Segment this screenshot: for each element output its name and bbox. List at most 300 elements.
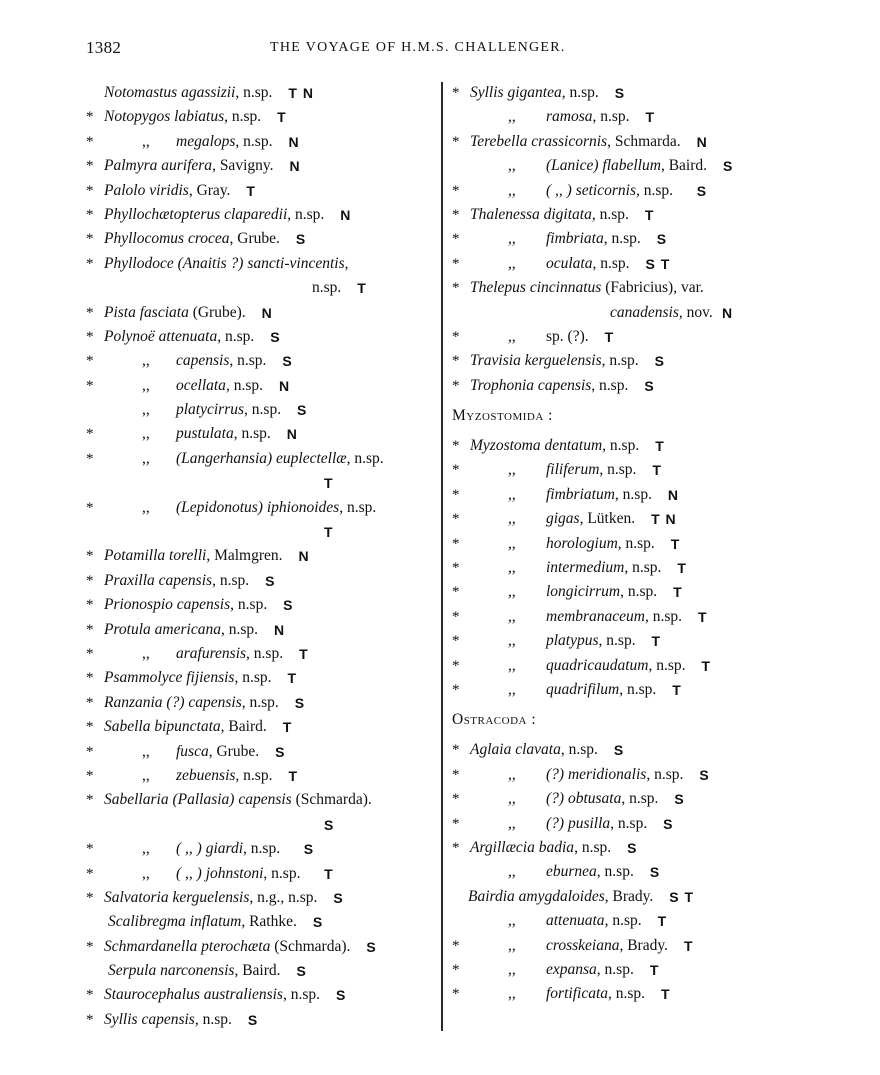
ditto-mark: ,, [508,583,516,601]
locality-code: S [295,231,307,248]
locality-code: N [288,133,300,150]
entry-line [86,471,436,495]
entry-line [86,203,436,227]
asterisk-mark: * [452,815,460,832]
locality-code: N [340,206,352,223]
entry-line [86,227,436,251]
ditto-mark: ,, [142,449,150,467]
entry-line [86,862,436,886]
locality-code: S [294,694,306,711]
locality-code: T [661,986,671,1003]
ditto-mark: ,, [508,254,516,272]
locality-code: T [604,328,615,345]
ditto-mark: ,, [142,376,150,394]
entry-line [86,520,436,544]
entry-line [86,740,436,764]
entry-line [452,909,792,933]
asterisk-mark: * [86,328,94,345]
asterisk-mark: * [86,182,94,199]
species-name: megalops, n.sp. [176,132,273,150]
asterisk-mark: * [452,133,460,150]
running-header [0,34,880,62]
locality-code: S [613,742,625,759]
asterisk-mark: * [86,572,94,589]
asterisk-mark: * [452,85,460,101]
asterisk-mark: * [452,742,460,759]
species-name: ( ,, ) giardi, n.sp. [176,840,281,858]
entry-line [86,642,436,666]
species-name: Trophonia capensis, n.sp. [470,376,629,394]
asterisk-mark: * [86,133,94,150]
entry-line [86,1008,436,1032]
locality-code: N [289,158,301,175]
species-name: Praxilla capensis, n.sp. [104,571,250,589]
species-name: (?) meridionalis, n.sp. [546,765,684,783]
species-name: Thalenessa digitata, n.sp. [470,205,629,223]
asterisk-mark: * [452,791,460,808]
entry-line [86,252,436,276]
species-name: Staurocephalus australiensis, n.sp. [104,986,321,1004]
locality-code: T [683,937,694,954]
entry-line [452,81,792,105]
entry-line [452,678,792,702]
species-name: quadrifilum, n.sp. [546,680,657,698]
locality-code: S [644,377,655,394]
entry-line [86,813,436,837]
asterisk-mark: * [86,450,94,467]
asterisk-mark: * [86,841,94,858]
ditto-mark: ,, [142,864,150,882]
entry-line [86,837,436,861]
entry-line [452,934,792,958]
locality-code: N [286,426,298,443]
entry-line [86,422,436,446]
entry-line [452,580,792,604]
locality-code: T [672,681,682,698]
entry-line [86,398,436,422]
species-name: platycirrus, n.sp. [176,401,282,419]
species-name: ( ,, ) seticornis, n.sp. [546,181,674,199]
species-name: ( ,, ) johnstoni, n.sp. [176,864,301,882]
ditto-mark: ,, [142,766,150,784]
species-name: Scalibregma inflatum, Rathke. [108,913,297,931]
ditto-mark: ,, [508,985,516,1003]
entry-line [452,836,792,860]
asterisk-mark: * [452,681,460,698]
entry-line [452,154,792,178]
species-name: Myzostoma dentatum, n.sp. [470,437,640,455]
entry-line [86,105,436,129]
entry-line [452,105,792,129]
entry-line [452,483,792,507]
asterisk-mark: * [86,694,94,711]
entry-line [452,763,792,787]
species-name: intermedium, n.sp. [546,559,662,577]
ditto-mark: ,, [508,863,516,881]
locality-code: S [283,597,294,614]
species-name: Ranzania (?) capensis, n.sp. [104,693,279,711]
ditto-mark: ,, [142,498,150,516]
asterisk-mark: * [86,670,94,687]
species-name: pustulata, n.sp. [176,425,271,443]
asterisk-mark: * [452,937,460,954]
ditto-mark: ,, [142,742,150,760]
species-name: longicirrum, n.sp. [546,583,658,601]
asterisk-mark: * [86,889,94,906]
entry-line [452,629,792,653]
species-name: capensis, n.sp. [176,352,267,370]
entry-line [86,983,436,1007]
species-name: Prionospio capensis, n.sp. [104,596,268,614]
species-name: (Lanice) flabellum, Baird. [546,157,707,175]
asterisk-mark: * [86,597,94,614]
asterisk-mark: * [452,280,460,297]
locality-code: S [297,402,308,419]
locality-code: S [336,987,347,1004]
section-heading: Myzostomida : [452,407,553,425]
species-name: fimbriata, n.sp. [546,230,641,248]
locality-code: T [673,584,683,601]
entry-line [86,691,436,715]
entry-line [86,276,436,300]
species-name: Palmyra aurifera, Savigny. [104,157,274,175]
species-name: eburnea, n.sp. [546,863,634,881]
entry-line [86,374,436,398]
entry-line [452,276,792,300]
locality-code: T [246,182,256,199]
asterisk-mark: * [86,255,94,272]
entry-line [86,154,436,178]
entry-line [452,252,792,276]
entry-line [452,507,792,531]
entry-line [452,203,792,227]
ditto-mark: ,, [142,401,150,419]
species-name: Notomastus agassizii, n.sp. [104,84,273,101]
entry-line [452,227,792,251]
asterisk-mark: * [86,987,94,1004]
locality-code: T [652,462,662,479]
asterisk-mark: * [452,535,460,552]
entry-line [86,496,436,520]
asterisk-mark: * [452,206,460,223]
entry-line [86,666,436,690]
ditto-mark: ,, [508,632,516,650]
locality-code: N [722,304,734,321]
ditto-mark: ,, [142,840,150,858]
species-name: horologium, n.sp. [546,534,655,552]
asterisk-mark: * [86,109,94,126]
asterisk-mark: * [86,743,94,760]
locality-code: S [296,963,307,980]
locality-code: N [667,486,680,503]
species-name: oculata, n.sp. [546,254,630,272]
asterisk-mark: * [452,486,460,503]
species-name: Phyllochætopterus claparedii, n.sp. [104,205,325,223]
entry-line [86,618,436,642]
entry-line [452,301,792,325]
page-number: 1382 [86,38,122,57]
locality-code: N [261,304,273,321]
species-name: expansa, n.sp. [546,960,634,978]
species-name: sp. (?). [546,327,589,345]
locality-code: T [644,206,655,223]
species-name: ocellata, n.sp. [176,376,263,394]
asterisk-mark: * [86,645,94,662]
locality-code: T [649,961,660,978]
ditto-mark: ,, [508,230,516,248]
entry-line [452,654,792,678]
species-name: zebuensis, n.sp. [176,766,273,784]
species-name: Sabellaria (Pallasia) capensis (Schmarda). [104,791,372,809]
entry-line [452,532,792,556]
locality-code: S [674,791,685,808]
entry-line [86,301,436,325]
section-heading: Ostracoda : [452,711,537,729]
entry-line [452,434,792,458]
species-name: fortificata, n.sp. [546,985,646,1003]
asterisk-mark: * [452,584,460,601]
entry-line [452,702,792,738]
locality-code: T [655,438,665,455]
ditto-mark: ,, [508,790,516,808]
species-name: fimbriatum, n.sp. [546,485,652,503]
asterisk-mark: * [452,986,460,1003]
locality-code: T [701,657,712,674]
locality-code: N [696,133,708,150]
right-column [452,81,792,1007]
asterisk-mark: * [86,304,94,321]
species-name: canadensis, nov. [610,303,713,321]
locality-code: T N [288,85,314,101]
asterisk-mark: * [452,961,460,978]
species-name: Thelepus cincinnatus (Fabricius), var. [470,279,704,297]
entry-line [452,398,792,434]
locality-code: S [654,353,665,370]
asterisk-mark: * [452,633,460,650]
locality-code: S [699,766,710,783]
locality-code: S [696,182,708,199]
ditto-mark: ,, [508,108,516,126]
left-column [86,81,436,1032]
species-name: n.sp. [312,279,342,297]
species-name: (Lepidonotus) iphionoides, n.sp. [176,498,377,516]
species-name: attenuata, n.sp. [546,912,642,930]
asterisk-mark: * [452,353,460,370]
locality-code: S [333,889,344,906]
species-name: ramosa, n.sp. [546,108,630,126]
ditto-mark: ,, [142,644,150,662]
asterisk-mark: * [86,865,94,882]
species-name: crosskeiana, Brady. [546,936,668,954]
column-divider [441,82,443,1031]
species-name: Palolo viridis, Gray. [104,181,231,199]
locality-code: S [270,328,281,345]
locality-code: T [324,524,334,541]
locality-code: T [651,633,662,650]
locality-code: T [324,475,334,492]
entry-line [86,715,436,739]
entry-line [86,130,436,154]
locality-code: S [247,1011,259,1028]
entry-line [452,130,792,154]
locality-code: S [312,914,324,931]
entry-line [86,179,436,203]
asterisk-mark: * [452,657,460,674]
asterisk-mark: * [452,608,460,625]
locality-code: S [663,815,674,832]
locality-code: T [657,913,668,930]
ditto-mark: ,, [142,352,150,370]
species-name: Potamilla torelli, Malmgren. [104,547,283,565]
entry-line [452,605,792,629]
ditto-mark: ,, [508,656,516,674]
asterisk-mark: * [452,511,460,528]
entry-line [452,982,792,1006]
locality-code: T [299,645,309,662]
species-name: Salvatoria kerguelensis, n.g., n.sp. [104,888,318,906]
locality-code: S [275,743,286,760]
entry-line [452,958,792,982]
entry-line [86,593,436,617]
asterisk-mark: * [452,462,460,479]
species-name: Terebella crassicornis, Schmarda. [470,132,681,150]
ditto-mark: ,, [142,425,150,443]
species-name: membranaceum, n.sp. [546,607,683,625]
entry-line [86,447,436,471]
species-name: Serpula narconensis, Baird. [108,962,281,980]
locality-code: S [366,938,377,955]
species-name: Argillæcia badia, n.sp. [470,838,612,856]
locality-code: T [645,109,656,126]
entry-line [452,860,792,884]
ditto-mark: ,, [508,912,516,930]
ditto-mark: ,, [508,327,516,345]
asterisk-mark: * [86,621,94,638]
species-name: Protula americana, n.sp. [104,620,259,638]
entry-line [86,959,436,983]
species-name: platypus, n.sp. [546,632,636,650]
entry-line [452,325,792,349]
locality-code: S [324,816,335,833]
entry-line [86,764,436,788]
asterisk-mark: * [86,792,94,809]
entry-line [452,556,792,580]
entry-line [452,787,792,811]
asterisk-mark: * [86,353,94,370]
species-name: Travisia kerguelensis, n.sp. [470,352,639,370]
ditto-mark: ,, [142,132,150,150]
asterisk-mark: * [452,377,460,394]
entry-line [452,349,792,373]
entry-line [452,374,792,398]
asterisk-mark: * [86,206,94,223]
ditto-mark: ,, [508,765,516,783]
species-name: gigas, Lütken. [546,510,636,528]
asterisk-mark: * [86,938,94,955]
locality-code: S [656,231,668,248]
asterisk-mark: * [452,560,460,577]
entry-line [86,569,436,593]
asterisk-mark: * [86,231,94,248]
asterisk-mark: * [86,719,94,736]
asterisk-mark: * [452,231,460,248]
locality-code: T [288,767,298,784]
entry-line [86,349,436,373]
species-name: (?) pusilla, n.sp. [546,814,648,832]
entry-line [86,935,436,959]
entry-line [86,910,436,934]
locality-code: N [298,548,310,565]
ditto-mark: ,, [508,680,516,698]
ditto-mark: ,, [508,960,516,978]
locality-code: T [698,608,708,625]
entry-line [86,325,436,349]
entry-line [452,458,792,482]
locality-code: T [282,719,293,736]
locality-code: T [324,865,334,882]
entry-line [452,179,792,203]
locality-code: S [614,85,626,101]
asterisk-mark: * [86,767,94,784]
asterisk-mark: * [86,377,94,394]
asterisk-mark: * [452,438,460,455]
ditto-mark: ,, [508,534,516,552]
locality-code: T [670,535,681,552]
asterisk-mark: * [86,426,94,443]
asterisk-mark: * [452,839,460,856]
locality-code: T N [651,511,677,528]
species-name: fusca, Grube. [176,742,260,760]
species-name: (Langerhansia) euplectellæ, n.sp. [176,449,384,467]
asterisk-mark: * [86,158,94,175]
species-name: Pista fasciata (Grube). [104,303,246,321]
asterisk-mark: * [86,548,94,565]
locality-code: S T [645,255,671,272]
species-name: Polynoë attenuata, n.sp. [104,327,255,345]
asterisk-mark: * [452,766,460,783]
species-name: Syllis gigantea, n.sp. [470,84,599,101]
page-title: THE VOYAGE OF H.M.S. CHALLENGER. [270,40,566,55]
species-name: (?) obtusata, n.sp. [546,790,659,808]
species-name: quadricaudatum, n.sp. [546,656,686,674]
species-name: Aglaia clavata, n.sp. [470,741,598,759]
locality-code: S [282,353,293,370]
locality-code: N [273,621,286,638]
entry-line [452,738,792,762]
species-name: arafurensis, n.sp. [176,644,284,662]
locality-code: T [357,280,367,297]
species-name: Psammolyce fijiensis, n.sp. [104,669,272,687]
entry-line [86,544,436,568]
species-name: Phyllodoce (Anaitis ?) sancti-vincentis, [104,254,349,272]
asterisk-mark: * [86,1011,94,1028]
species-name: Schmardanella pterochæta (Schmarda). [104,937,351,955]
entry-line [86,886,436,910]
ditto-mark: ,, [508,510,516,528]
species-name: Notopygos labiatus, n.sp. [104,108,262,126]
locality-code: S [303,841,315,858]
ditto-mark: ,, [508,485,516,503]
species-name: Syllis capensis, n.sp. [104,1010,232,1028]
ditto-mark: ,, [508,559,516,577]
entry-line [86,788,436,812]
ditto-mark: ,, [508,181,516,199]
ditto-mark: ,, [508,814,516,832]
entry-line [452,812,792,836]
asterisk-mark: * [86,499,94,516]
locality-code: T [677,560,687,577]
locality-code: T [287,670,298,687]
